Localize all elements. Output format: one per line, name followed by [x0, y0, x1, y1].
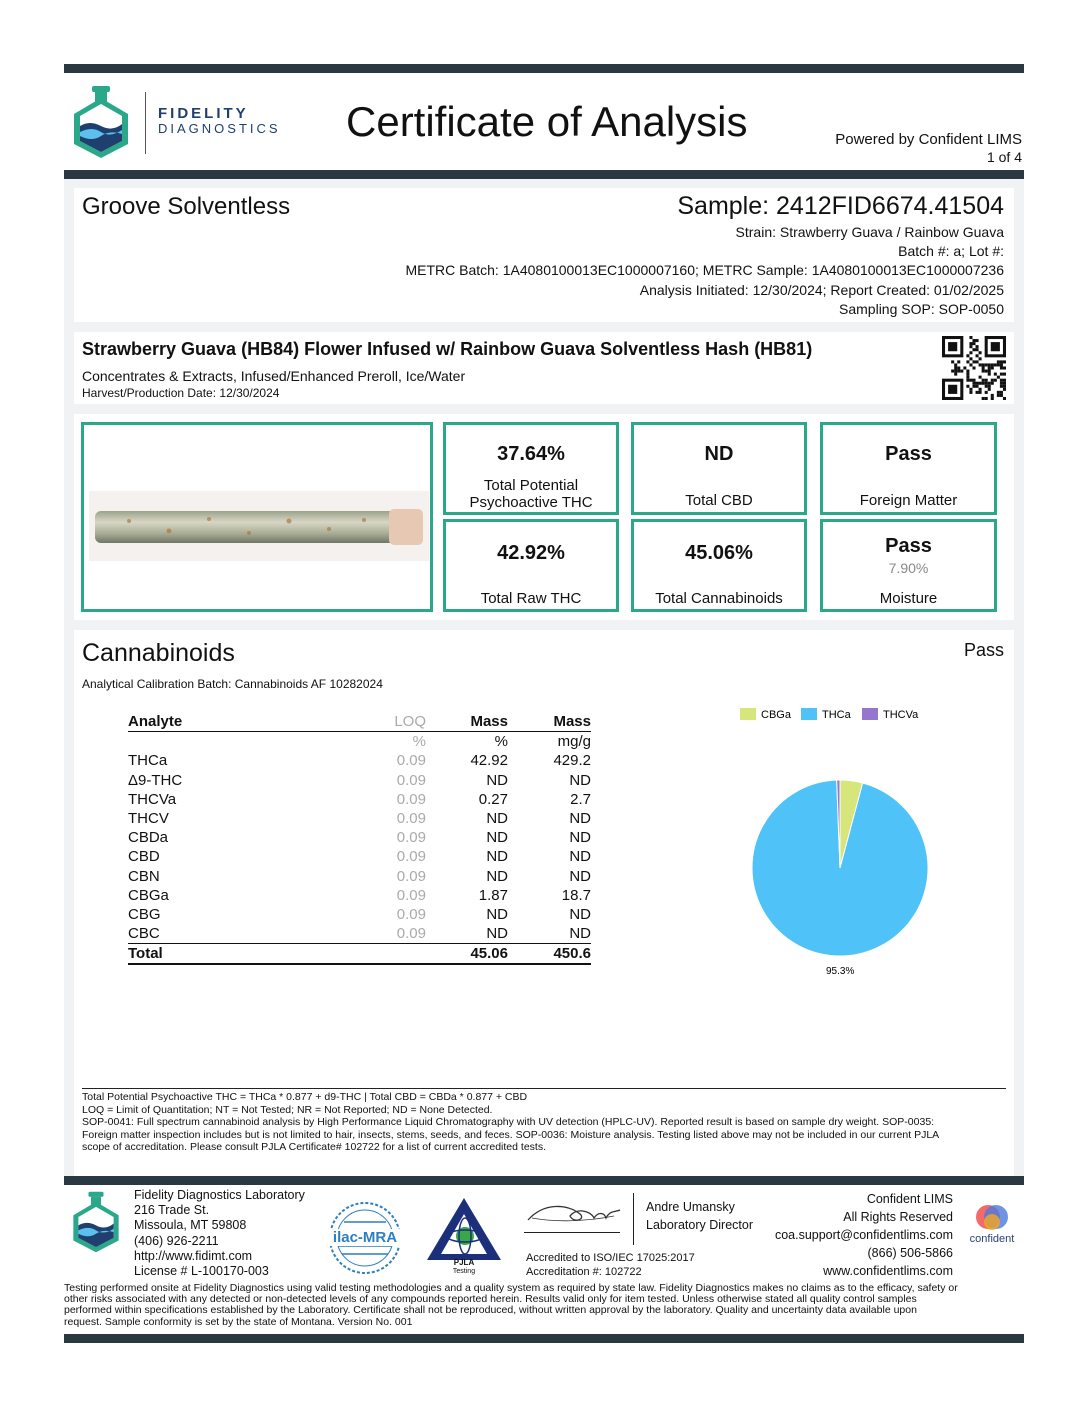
cannabinoids-panel	[74, 630, 1014, 1176]
cell-mass-pct: 0.27	[478, 790, 508, 808]
table-row	[128, 771, 591, 790]
cell-mass-pct: 1.87	[478, 886, 508, 904]
cell-mass-mg: ND	[569, 829, 591, 847]
foreign-matter-label: Foreign Matter	[859, 492, 958, 509]
cannabinoid-pie-chart	[714, 700, 964, 990]
header-bottom-bar	[64, 170, 1024, 179]
cell-analyte: CBGa	[128, 886, 169, 904]
cell-analyte: THCa	[128, 752, 168, 770]
total-cbd-card	[631, 422, 807, 515]
raw-thc-card	[443, 519, 619, 612]
ilac-mra-logo	[326, 1200, 404, 1276]
lab-line: (406) 926-2211	[134, 1233, 219, 1248]
lims-line: All Rights Reserved	[843, 1210, 953, 1224]
flask-icon	[70, 84, 132, 160]
legend-item-thca	[801, 708, 852, 721]
total-cannabinoids-label: Total Cannabinoids	[655, 590, 783, 607]
table-row	[128, 847, 591, 866]
table-row	[128, 905, 591, 924]
moisture-value: Pass	[885, 535, 932, 557]
powered-by: Powered by Confident LIMS	[835, 131, 1022, 148]
harvest-date: Harvest/Production Date: 12/30/2024	[82, 386, 280, 400]
table-row	[128, 867, 591, 886]
footer-lab-logo	[70, 1190, 122, 1254]
cell-mass-mg: 2.7	[570, 790, 591, 808]
unit-pct: %	[494, 733, 508, 751]
cell-analyte: THCVa	[128, 790, 177, 808]
product-photo	[89, 491, 429, 561]
col-mass-pct: Mass	[470, 713, 508, 731]
director-name: Andre Umansky	[646, 1200, 735, 1214]
pjla-text: PJLA	[453, 1258, 475, 1267]
cell-mass-mg: 18.7	[561, 886, 591, 904]
lims-line: (866) 506-5866	[867, 1246, 953, 1260]
confident-logo	[962, 1202, 1022, 1250]
lims-line[interactable]: www.confidentlims.com	[823, 1264, 953, 1278]
table-row	[128, 790, 591, 809]
cell-loq: 0.09	[396, 829, 426, 847]
top-bar	[64, 64, 1024, 73]
cell-loq: 0.09	[396, 771, 426, 789]
cell-mass-pct: ND	[486, 810, 508, 828]
lab-line: 216 Trade St.	[134, 1203, 210, 1218]
page-title: Certificate of Analysis	[346, 98, 748, 145]
cell-loq: 0.09	[396, 867, 426, 885]
note-line: LOQ = Limit of Quantitation; NT = Not Tested; NR = Not Reported; ND = None Detected.	[82, 1103, 493, 1116]
cell-analyte: THCV	[128, 810, 169, 828]
note-line: Foreign matter inspection includes but is not limited to hair, insects, stems, seeds, and feces. SOP-0036: Moisture analysis. Testing listed above may not be included in our current PJLA	[82, 1128, 940, 1141]
cell-mass-pct: ND	[486, 925, 508, 943]
product-name: Strawberry Guava (HB84) Flower Infused w/ Rainbow Guava Solventless Hash (HB81)	[82, 339, 813, 359]
total-thc-label1: Total Potential	[483, 477, 579, 494]
batch-lot: Batch #: a; Lot #:	[898, 243, 1004, 259]
moisture-pct: 7.90%	[888, 560, 929, 576]
cell-mass-pct: ND	[486, 829, 508, 847]
metrc: METRC Batch: 1A4080100013EC1000007160; METRC Sample: 1A4080100013EC1000007236	[405, 262, 1004, 278]
director-title: Laboratory Director	[646, 1218, 753, 1232]
total-thc-card	[443, 422, 619, 515]
flask-icon	[70, 1190, 122, 1254]
product-photo-card	[81, 422, 433, 612]
cell-loq: 0.09	[396, 925, 426, 943]
cell-analyte: CBD	[128, 848, 160, 866]
note-line: Total Potential Psychoactive THC = THCa * 0.877 + d9-THC | Total CBD = CBDa * 0.877 + CBD	[82, 1091, 528, 1103]
cell-mass-pct: ND	[486, 867, 508, 885]
brand-line2: DIAGNOSTICS	[158, 121, 281, 136]
foreign-matter-value: Pass	[885, 443, 932, 465]
total-cannabinoids-card	[631, 519, 807, 612]
table-row	[128, 828, 591, 847]
pjla-logo	[425, 1196, 503, 1280]
total-thc-label2: Psychoactive THC	[469, 494, 593, 511]
cell-loq: 0.09	[396, 790, 426, 808]
disclaimer	[64, 1283, 1024, 1328]
table-row	[128, 924, 591, 944]
cell-analyte: CBC	[128, 925, 160, 943]
cell-mass-mg: ND	[569, 867, 591, 885]
total-pct: 45.06	[470, 945, 508, 963]
cell-loq: 0.09	[396, 752, 426, 770]
summary-panel	[74, 414, 1014, 620]
cell-mass-pct: 42.92	[470, 752, 508, 770]
lims-contact	[775, 1190, 953, 1280]
total-thc-value: 37.64%	[497, 443, 565, 465]
cell-loq: 0.09	[396, 905, 426, 923]
table-row	[128, 751, 591, 770]
total-label: Total	[128, 945, 163, 963]
col-mass-mg: Mass	[553, 713, 591, 731]
unit-loq: %	[412, 733, 426, 751]
note-line: scope of accreditation. Please consult PJLA Certificate# 102722 for a list of current accredited tests.	[82, 1141, 546, 1154]
total-cannabinoids-value: 45.06%	[685, 542, 753, 564]
cell-mass-mg: ND	[569, 848, 591, 866]
table-row	[128, 809, 591, 828]
client-name: Groove Solventless	[82, 193, 291, 220]
cell-loq: 0.09	[396, 848, 426, 866]
accreditation-2: Accreditation #: 102722	[526, 1266, 642, 1278]
cell-mass-pct: ND	[486, 771, 508, 789]
cell-mass-mg: ND	[569, 925, 591, 943]
raw-thc-label: Total Raw THC	[480, 590, 582, 607]
notes-divider	[82, 1088, 1006, 1089]
confident-logo-text: confident	[969, 1233, 1015, 1245]
table-row	[128, 886, 591, 905]
svg-text:CBGa: CBGa	[761, 709, 791, 721]
cell-mass-mg: ND	[569, 771, 591, 789]
col-analyte: Analyte	[128, 713, 183, 731]
total-cbd-value: ND	[704, 443, 734, 465]
lab-line[interactable]: http://www.fidimt.com	[134, 1248, 253, 1263]
lab-line: License # L-100170-003	[134, 1264, 269, 1279]
confident-logo-mark	[962, 1202, 1022, 1232]
cell-loq: 0.09	[396, 810, 426, 828]
director-signature	[524, 1198, 624, 1232]
disclaimer-line: performed within specifications established by the Laboratory. Certificate shall not be reproduced, without written approval by the laboratory. Quality and uncertainty data available upon	[64, 1304, 917, 1317]
accreditation-1: Accredited to ISO/IEC 17025:2017	[526, 1252, 695, 1264]
footer-top-bar	[64, 1176, 1024, 1185]
product-category: Concentrates & Extracts, Infused/Enhanced Preroll, Ice/Water	[82, 368, 466, 384]
cannabinoids-title: Cannabinoids	[82, 639, 235, 667]
cell-analyte: Δ9-THC	[128, 771, 183, 789]
disclaimer-line: Testing performed onsite at Fidelity Diagnostics using valid testing methodologies and a quality system as required by state law. Fidelity Diagnostics makes no claims as to the efficacy, safety or	[64, 1282, 958, 1294]
client-panel	[74, 188, 1014, 322]
calibration-batch: Analytical Calibration Batch: Cannabinoids AF 10282024	[82, 677, 383, 691]
cell-mass-pct: ND	[486, 905, 508, 923]
sampling-sop: Sampling SOP: SOP-0050	[839, 301, 1004, 317]
signature-vline	[633, 1193, 634, 1245]
unit-mg: mg/g	[557, 733, 591, 751]
sample-id: Sample: 2412FID6674.41504	[677, 192, 1004, 220]
moisture-card	[820, 519, 997, 612]
fidelity-logo	[70, 84, 132, 160]
note-line: SOP-0041: Full spectrum cannabinoid analysis by High Performance Liquid Chromatography with UV detection (HPLC-UV). Reported result is based on sample dry weight. SOP-0035:	[82, 1116, 935, 1129]
cell-mass-mg: 429.2	[553, 752, 591, 770]
qr-code[interactable]	[942, 336, 1006, 400]
bottom-bar	[64, 1334, 1024, 1343]
logo-divider	[145, 92, 146, 154]
foreign-matter-card	[820, 422, 997, 515]
lab-line: Fidelity Diagnostics Laboratory	[134, 1188, 305, 1202]
lims-line: Confident LIMS	[866, 1192, 953, 1206]
disclaimer-line: other risks associated with any detected or non-detected levels of any compounds reported herein. Results valid only for item tested. Unless otherwise stated all quality control samples	[64, 1293, 917, 1306]
strain: Strain: Strawberry Guava / Rainbow Guava	[735, 224, 1004, 240]
notes	[82, 1091, 1012, 1154]
pjla-sub: Testing	[452, 1268, 476, 1275]
svg-text:THCVa: THCVa	[883, 709, 919, 721]
analysis-dates: Analysis Initiated: 12/30/2024; Report Created: 01/02/2025	[639, 282, 1004, 298]
legend-item-thcva	[862, 708, 919, 721]
cannabinoid-table	[128, 712, 591, 965]
col-loq: LOQ	[394, 713, 426, 731]
cannabinoids-status: Pass	[963, 640, 1004, 660]
cell-mass-pct: ND	[486, 848, 508, 866]
cell-analyte: CBDa	[128, 829, 169, 847]
cell-analyte: CBN	[128, 867, 160, 885]
lab-address	[134, 1188, 305, 1279]
moisture-label: Moisture	[879, 590, 938, 607]
raw-thc-value: 42.92%	[497, 542, 565, 564]
cell-analyte: CBG	[128, 905, 161, 923]
svg-text:THCa: THCa	[822, 709, 851, 721]
pie-data-label: 95.3%	[826, 966, 855, 977]
ilac-mra-text: ilac-MRA	[326, 1229, 404, 1246]
signature-line	[524, 1232, 620, 1233]
total-mg: 450.6	[553, 945, 591, 963]
cell-mass-mg: ND	[569, 905, 591, 923]
product-panel	[74, 332, 1014, 404]
disclaimer-line: request. Sample conformity is set by the state of Montana. Version No. 001	[64, 1315, 413, 1328]
lims-line[interactable]: coa.support@confidentlims.com	[774, 1228, 953, 1242]
total-cbd-label: Total CBD	[685, 492, 753, 509]
brand-line1: FIDELITY	[158, 105, 249, 122]
lab-line: Missoula, MT 59808	[134, 1218, 247, 1233]
legend-item-cbga	[740, 708, 792, 721]
page-number: 1 of 4	[986, 149, 1022, 165]
cell-loq: 0.09	[396, 886, 426, 904]
cell-mass-mg: ND	[569, 810, 591, 828]
